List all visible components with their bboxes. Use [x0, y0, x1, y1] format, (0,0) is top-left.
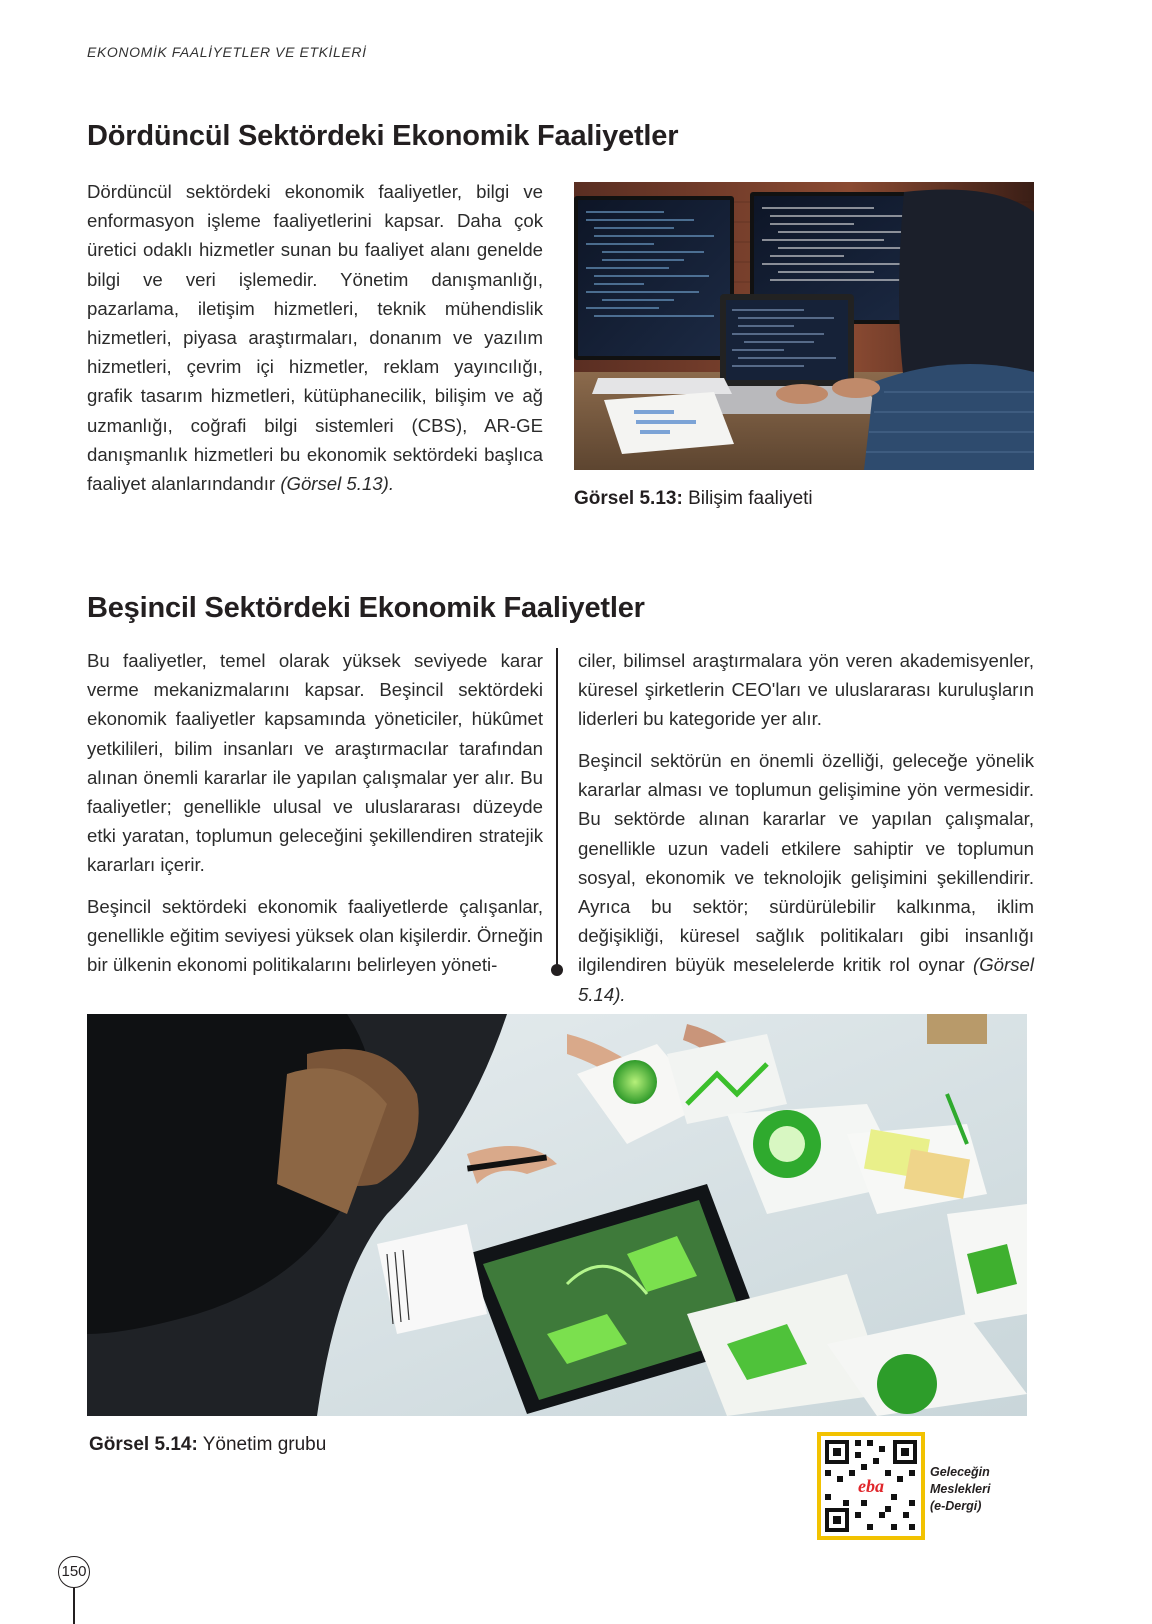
figure-5-14-image — [87, 1014, 1027, 1416]
column-divider-dot — [551, 964, 563, 976]
qr-code-link[interactable] — [817, 1432, 925, 1540]
figure-5-13-text: Bilişim faaliyeti — [688, 488, 813, 509]
figure-5-13-label: Görsel 5.13: — [574, 488, 683, 509]
column-divider — [556, 648, 558, 968]
qr-label-line-2: Meslekleri — [930, 1482, 991, 1496]
section1-paragraph-text: Dördüncül sektördeki ekonomik faaliyetler, bilgi ve enformasyon işleme faaliyetlerini kapsar. Daha çok üretici odaklı hizmetler sunan bu faaliyet alanı genelde bilgi ve veri işlemedir. Yönetim danışmanlığı, pazarlama, iletişim hizmetleri, teknik mühendislik hizmetleri, piyasa araştırmaları, donanım ve yazılım hizmetleri, çevrim içi hizmetler, reklam yayıncılığı, grafik tasarım hizmetleri, kütüphanecilik, bilişim ve ağ uzmanlığı, coğrafi bilgi sistemleri (CBS), AR-GE danışmanlık hizmetleri bu ekonomik sektördeki başlıca faaliyet alanlarındandır — [87, 181, 543, 495]
figure-5-14-text: Yönetim grubu — [202, 1434, 327, 1455]
page-number-line — [73, 1588, 75, 1624]
section-title-quaternary: Dördüncül Sektördeki Ekonomik Faaliyetler — [87, 120, 679, 152]
section2-paragraph-3: ciler, bilimsel araştırmalara yön veren akademisyenler, küresel şirketlerin CEO'ları ve uluslararası kuruluşların liderleri bu kategoride yer alır. — [578, 650, 1034, 730]
eba-logo: eba — [858, 1476, 884, 1496]
management-meeting-illustration — [87, 1014, 1027, 1416]
section2-paragraph-4 — [578, 746, 1034, 1009]
qr-code-icon — [821, 1436, 921, 1536]
figure-5-13-caption — [574, 488, 813, 510]
figure-5-13-image — [574, 182, 1034, 470]
section2-paragraph-1: Bu faaliyetler, temel olarak yüksek seviyede karar verme mekanizmalarını kapsar. Beşincil sektördeki ekonomik faaliyetler kapsamında yöneticiler, hükûmet yetkilileri, bilim insanları ve araştırmacılar tarafından alınan önemli kararlar ile yapılan çalışmalar yer alır. Bu faaliyetler; genellikle ulusal ve uluslararası düzeyde etki yaratan, toplumun geleceğini şekillendiren stratejik kararları içerir. — [87, 650, 543, 876]
page-number: 150 — [58, 1556, 90, 1588]
section2-figure-ref: (Görsel 5.14). — [578, 954, 1034, 1005]
section1-figure-ref: (Görsel 5.13). — [280, 473, 394, 495]
section-title-quinary: Beşincil Sektördeki Ekonomik Faaliyetler — [87, 592, 645, 624]
section2-paragraph-4-text: Beşincil sektörün en önemli özelliği, geleceğe yönelik kararlar alması ve toplumun gelişimine yön vermesidir. Bu sektörde alınan kararlar ve yapılan çalışmalar, genellikle uzun vadeli etkilere sahiptir ve toplumun sosyal, ekonomik ve teknolojik gelişimini şekillendirir. Ayrıca bu sektör; sürdürülebilir kalkınma, iklim değişikliği, küresel sağlık politikaları gibi insanlığı ilgilendiren büyük meselelerde kritik rol oynar — [578, 750, 1034, 976]
qr-label-line-3: (e-Dergi) — [930, 1499, 982, 1513]
figure-5-14-label: Görsel 5.14: — [89, 1434, 198, 1455]
it-workspace-illustration — [574, 182, 1034, 470]
qr-label — [930, 1464, 1020, 1515]
section2-paragraph-2: Beşincil sektördeki ekonomik faaliyetlerde çalışanlar, genellikle eğitim seviyesi yüksek olan kişilerdir. Örneğin bir ülkenin ekonomi politikalarını belirleyen yöneti- — [87, 896, 543, 976]
running-head: EKONOMİK FAALİYETLER VE ETKİLERİ — [87, 44, 367, 60]
section1-paragraph — [87, 177, 543, 498]
figure-5-14-caption — [89, 1434, 326, 1456]
qr-label-line-1: Geleceğin — [930, 1465, 990, 1479]
